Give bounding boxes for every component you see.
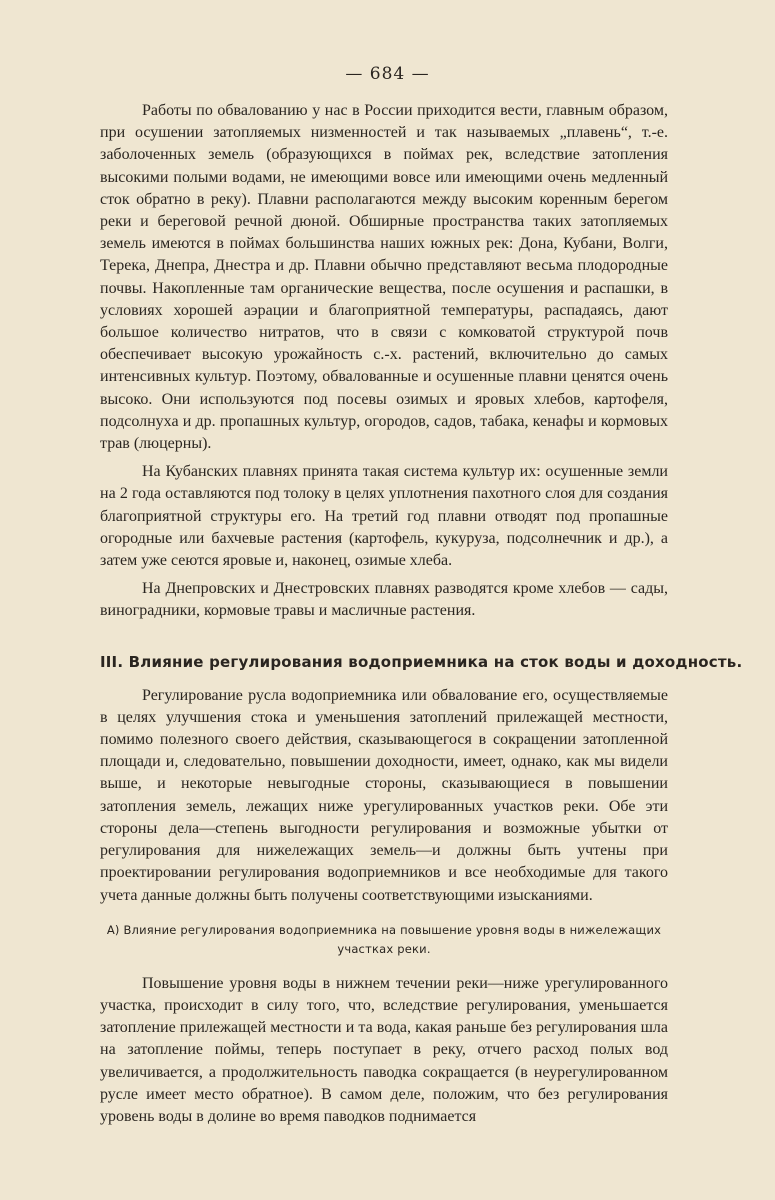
paragraph-dnieper: На Днепровских и Днестровских плавнях разводятся кроме хлебов — сады, виноградники, кормовые травы и масличные растения. (100, 580, 668, 620)
page-body (100, 100, 743, 1134)
sub-heading: А) Влияние регулирования водоприемника на повышение уровня воды в нижележащих участках реки. (106, 922, 662, 956)
paragraph-regulation: Регулирование русла водоприемника или обвалование его, осуществляемые в целях улучшения стока и уменьшения затоплений прилежащей местности, помимо полезного своего действия, сказывающегося в сокращении затопленной площади и, следовательно, повышении доходности, имеет, однако, как мы видели выше, и некоторые невыгодные стороны, сказывающиеся в повышении затопления земель, лежащих ниже урегулированных участков реки. Обе эти стороны дела—степень выгодности регулирования и возможные убытки от регулирования для нижележащих земель—и должны быть учтены при проектировании регулирования водоприемников и все необходимые для такого учета данные должны быть получены соответствующими изысканиями. (100, 686, 668, 904)
section-heading: III. Влияние регулирования водоприемника на сток воды и доходность. (100, 652, 743, 671)
paragraph-embankment: Работы по обвалованию у нас в России приходится вести, главным образом, при осушении затопляемых низменностей и так называемых „плавень“, т.-е. заболоченных земель (образующихся в поймах рек, вследствие затопления высокими полыми водами, не имеющими вовсе или имеющими очень медленный сток обратно в реку). Плавни располагаются между высоким коренным берегом реки и береговой речной дюной. Обширные пространства таких затопляемых земель имеются в поймах большинства наших южных рек: Дона, Кубани, Волги, Терека, Днепра, Днестра и др. Плавни обычно представляют весьма плодородные почвы. Накопленные там органические вещества, после осушения и распашки, в условиях хорошей аэрации и благоприятной температуры, распадаясь, дают большое количество нитратов, что в связи с комковатой структурой почв обеспечивает высокую урожайность с.-х. растений, включительно до самых интенсивных культур. Поэтому, обвалованные и осушенные плавни ценятся очень высоко. Они используются под посевы озимых и яровых хлебов, картофеля, подсолнуха и др. пропашных культур, огородов, садов, табака, кенафы и кормовых трав (люцерны). (100, 102, 668, 453)
page-number: — 684 — (345, 64, 430, 84)
paragraph-kuban: На Кубанских плавнях принята такая система культур их: осушенные земли на 2 года оставляются под толоку в целях уплотнения пахотного слоя для создания благоприятной структуры его. На третий год плавни отводят под пропашные огородные или бахчевые растения (картофель, кукуруза, подсолнечник и др.), а затем уже сеются яровые и, наконец, озимые хлеба. (100, 463, 668, 570)
paragraph-water-level: Повышение уровня воды в нижнем течении реки—ниже урегулированного участка, происходит в силу того, что, вследствие регулирования, уменьшается затопление прилежащей местности и та вода, какая раньше без регулирования шла на затопление поймы, теперь поступает в реку, отчего расход полых вод увеличивается, а продолжительность паводка сокращается (в неурегулированном русле имеет место обратное). В самом деле, положим, что без регулирования уровень воды в долине во время паводков поднимается (100, 974, 668, 1125)
